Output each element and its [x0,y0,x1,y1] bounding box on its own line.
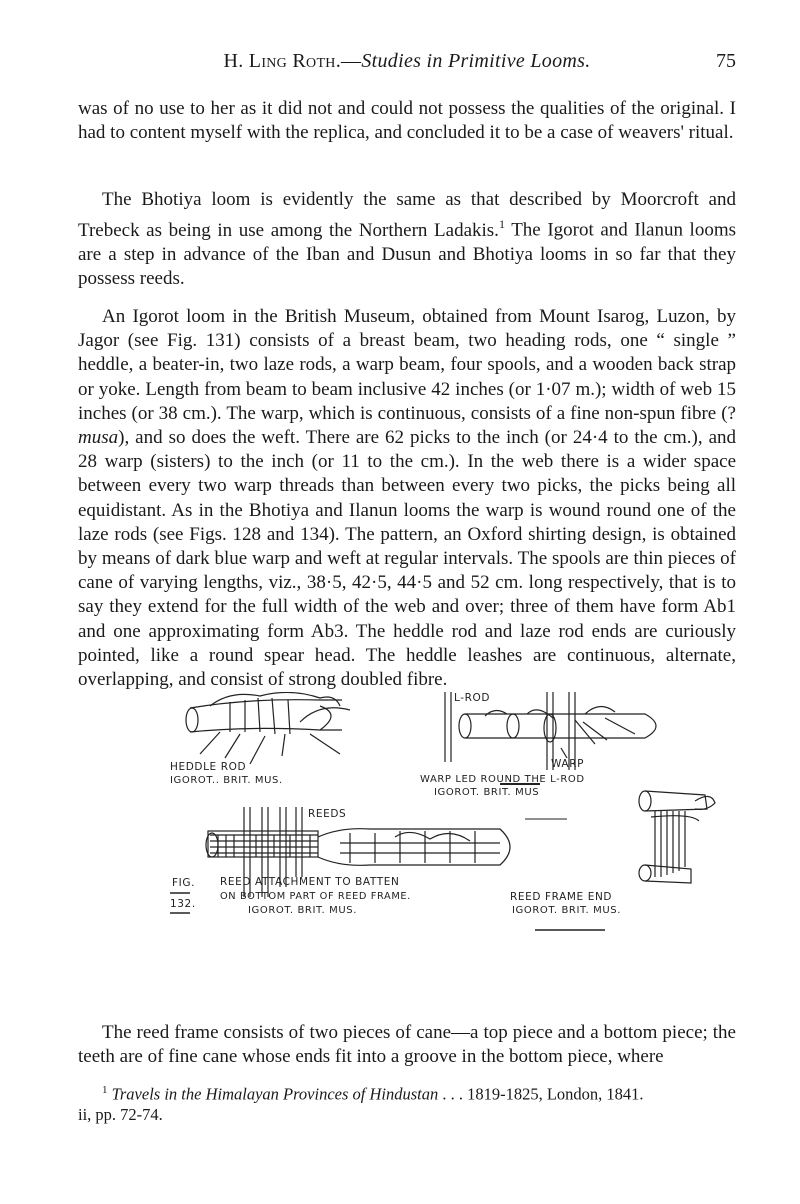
label-reed-attachment-2: ON BOTTOM PART OF REED FRAME. [220,891,411,902]
paragraph-1-text: was of no use to her as it did not and could not possess the qualities of the original. I had to content myself with the replica, and concluded it to be a case of weavers' ritual. [78,98,736,144]
heddle-rod-drawing [186,692,350,764]
header-title: Studies in Primitive Looms. [361,50,591,72]
reed-frame-end-drawing [639,791,715,883]
footnote-line2: ii, pp. 72-74. [78,1104,163,1124]
label-reed-frame-end-2: IGOROT. BRIT. MUS. [512,905,621,916]
paragraph-4-text: The reed frame consists of two pieces of cane—a top piece and a bottom piece; the teeth are of fine cane whose ends fit into a groove in the bottom piece, where [78,1022,736,1068]
label-reed-frame-end-1: REED FRAME END [510,891,613,903]
header-dash: — [341,50,362,72]
paragraph-2-text-b: The Igorot and Ilanun looms are a step in advance of the Iban and Dusun and Bhotiya looms in so far that they possess reeds. [78,219,736,289]
paragraph-3-musa: musa [78,427,119,449]
header-author: H. Ling Roth. [223,50,342,72]
figure-132-drawings [170,692,740,1002]
label-heddle-rod: HEDDLE ROD [170,761,247,773]
footnote-1 [78,1080,736,1125]
label-reed-attachment-1: REED ATTACHMENT TO BATTEN [220,876,400,888]
figure-label: FIG. [172,877,196,889]
label-heddle-source: IGOROT.. BRIT. MUS. [170,775,283,786]
label-warp-led: WARP LED ROUND THE L-ROD [420,774,585,785]
paragraph-1 [78,97,736,145]
footnote-ref-1[interactable]: 1 [498,217,505,232]
paragraph-2 [78,188,736,291]
footnote-marker: 1 [102,1084,108,1096]
page-number: 75 [716,50,736,72]
figure-132 [170,692,740,1002]
footnote-rest: . . . 1819-1825, London, 1841. [438,1084,644,1104]
paragraph-3 [78,305,736,692]
paragraph-3-text-a: An Igorot loom in the British Museum, obtained from Mount Isarog, Luzon, by Jagor (see Fig. 131) consists of a breast beam, two heading rods, one “ single ” heddle, a beater-in, two laze rods, a warp beam, four spools, and a wooden back strap or yoke. Length from beam to beam inclusive 42 inches (or 1·07 m.); width of web 15 inches (or 38 cm.). The warp, which is continuous, consists of a fine non-spun fibre (? [78,306,736,424]
running-title [78,50,736,73]
figure-number: 132. [170,898,196,910]
label-lrod: L-ROD [454,692,491,704]
running-header [78,50,736,80]
paragraph-4 [78,1021,736,1069]
label-reed-attachment-3: IGOROT. BRIT. MUS. [248,905,357,916]
label-reeds: REEDS [308,808,347,820]
label-warp-led-source: IGOROT. BRIT. MUS [434,787,540,798]
paragraph-2-text-a: The Bhotiya loom is evidently the same as that described by Moorcroft and Trebeck as being in use among the Northern Ladakis. [78,189,736,241]
label-warp: WARP [551,758,585,770]
paragraph-3-text-b: ), and so does the weft. There are 62 picks to the inch (or 24·4 to the cm.), and 28 warp (sisters) to the inch (or 11 to the cm.). In the web there is a wider space between every two warp threads than between every two picks, the picks being all equidistant. As in the Bhotiya and Ilanun looms the warp is wound round one of the laze rods (see Figs. 128 and 134). The pattern, an Oxford shirting design, is obtained by means of dark blue warp and weft at regular intervals. The spools are thin pieces of cane of varying lengths, viz., 38·5, 42·5, 44·5 and 52 cm. long respectively, that is to say they extend for the full width of the web and over; three of them have form Ab1 and one approximating form Ab3. The heddle rod and laze rod ends are curiously pointed, like a round spear head. The heddle leashes are continuous, alternate, overlapping, and consist of strong doubled fibre. [78,427,736,691]
footnote-title: Travels in the Himalayan Provinces of Hindustan [111,1084,439,1104]
